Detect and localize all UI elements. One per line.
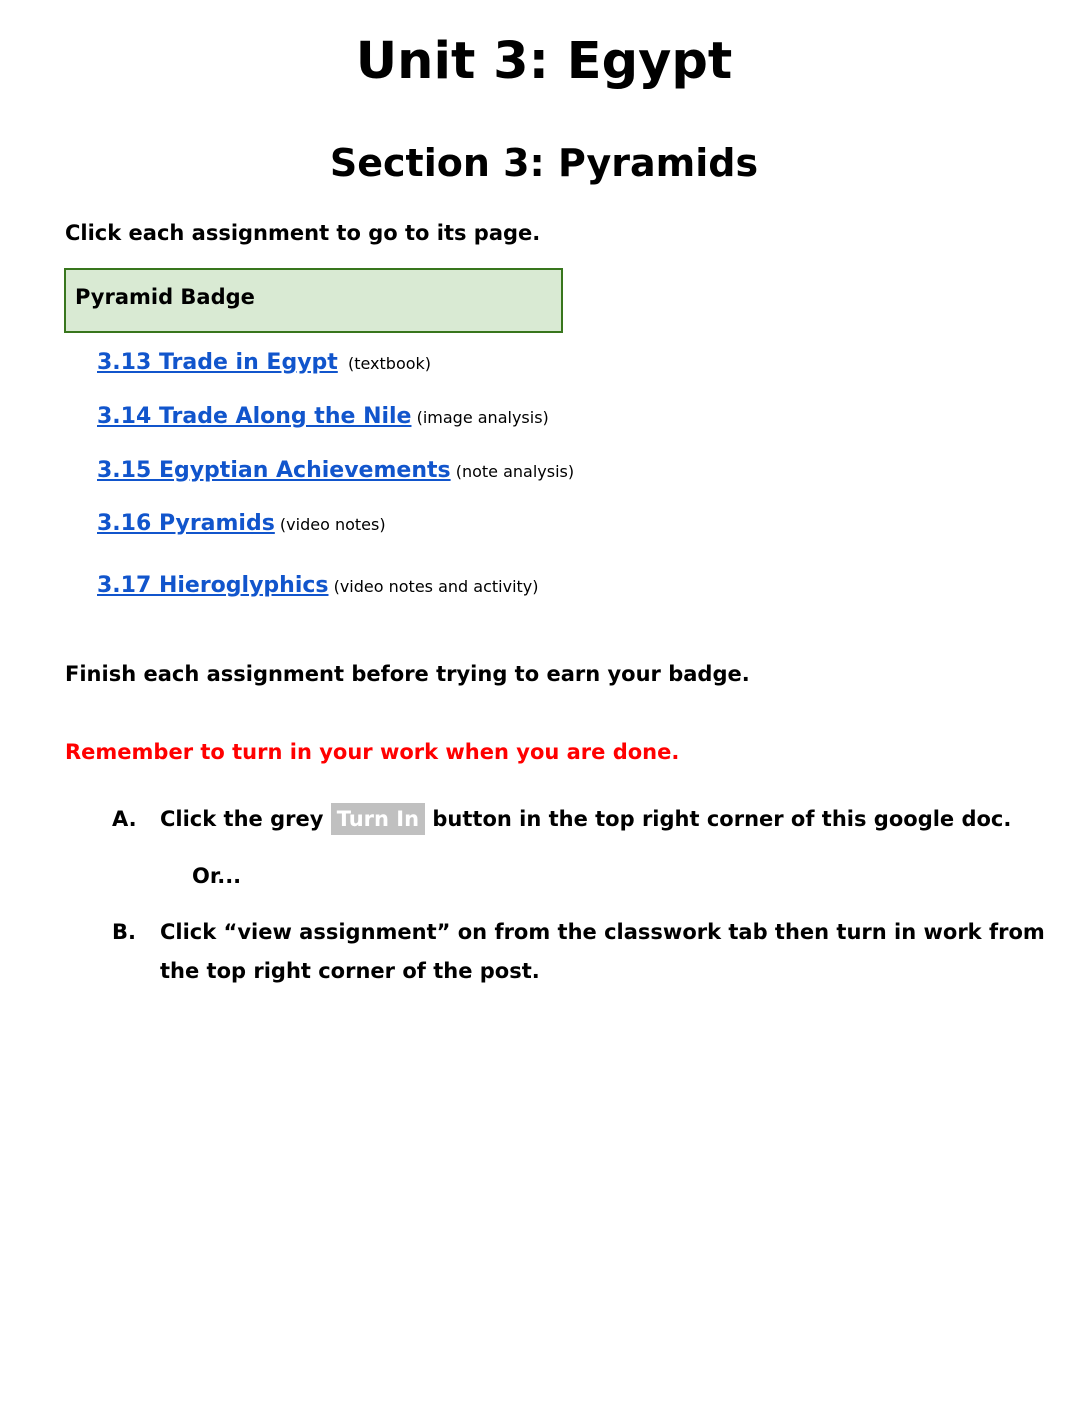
badge-box xyxy=(64,268,563,333)
instructions-text: Click each assignment to go to its page. xyxy=(65,221,541,245)
assignment-note: (note analysis) xyxy=(455,462,575,481)
assignment-link-3-15[interactable]: 3.15 Egyptian Achievements xyxy=(97,458,451,483)
assignment-note: (textbook) xyxy=(347,354,432,373)
step-a-marker: A. xyxy=(112,807,137,831)
section-title: Section 3: Pyramids xyxy=(329,141,759,185)
step-a-after: button in the top right corner of this google doc. xyxy=(432,807,1012,831)
assignment-note: (video notes) xyxy=(279,515,386,534)
assignment-link-3-14[interactable]: 3.14 Trade Along the Nile xyxy=(97,404,412,429)
assignment-item-3-15 xyxy=(97,455,574,488)
step-b-line2: the top right corner of the post. xyxy=(160,959,540,983)
assignment-note: (video notes and activity) xyxy=(333,577,539,596)
assignment-link-3-17[interactable]: 3.17 Hieroglyphics xyxy=(97,573,329,598)
step-b-text xyxy=(160,913,1045,991)
step-b-marker: B. xyxy=(112,920,136,944)
or-text: Or... xyxy=(192,864,242,888)
step-a-text xyxy=(160,800,1011,839)
step-b-line1: Click “view assignment” on from the classwork tab then turn in work from xyxy=(160,920,1045,944)
assignment-link-3-13[interactable]: 3.13 Trade in Egypt xyxy=(97,350,338,375)
badge-label: Pyramid Badge xyxy=(75,285,255,309)
assignment-link-3-16[interactable]: 3.16 Pyramids xyxy=(97,511,275,536)
assignment-item-3-16 xyxy=(97,508,386,541)
assignment-item-3-14 xyxy=(97,401,549,434)
assignment-note: (image analysis) xyxy=(416,408,549,427)
finish-text: Finish each assignment before trying to earn your badge. xyxy=(65,662,750,686)
assignment-item-3-13 xyxy=(97,347,431,380)
reminder-text: Remember to turn in your work when you are done. xyxy=(65,740,680,764)
assignment-item-3-17 xyxy=(97,570,539,603)
page-title: Unit 3: Egypt xyxy=(355,32,733,91)
turn-in-button: Turn In xyxy=(331,803,425,835)
step-a-before: Click the grey xyxy=(160,807,324,831)
